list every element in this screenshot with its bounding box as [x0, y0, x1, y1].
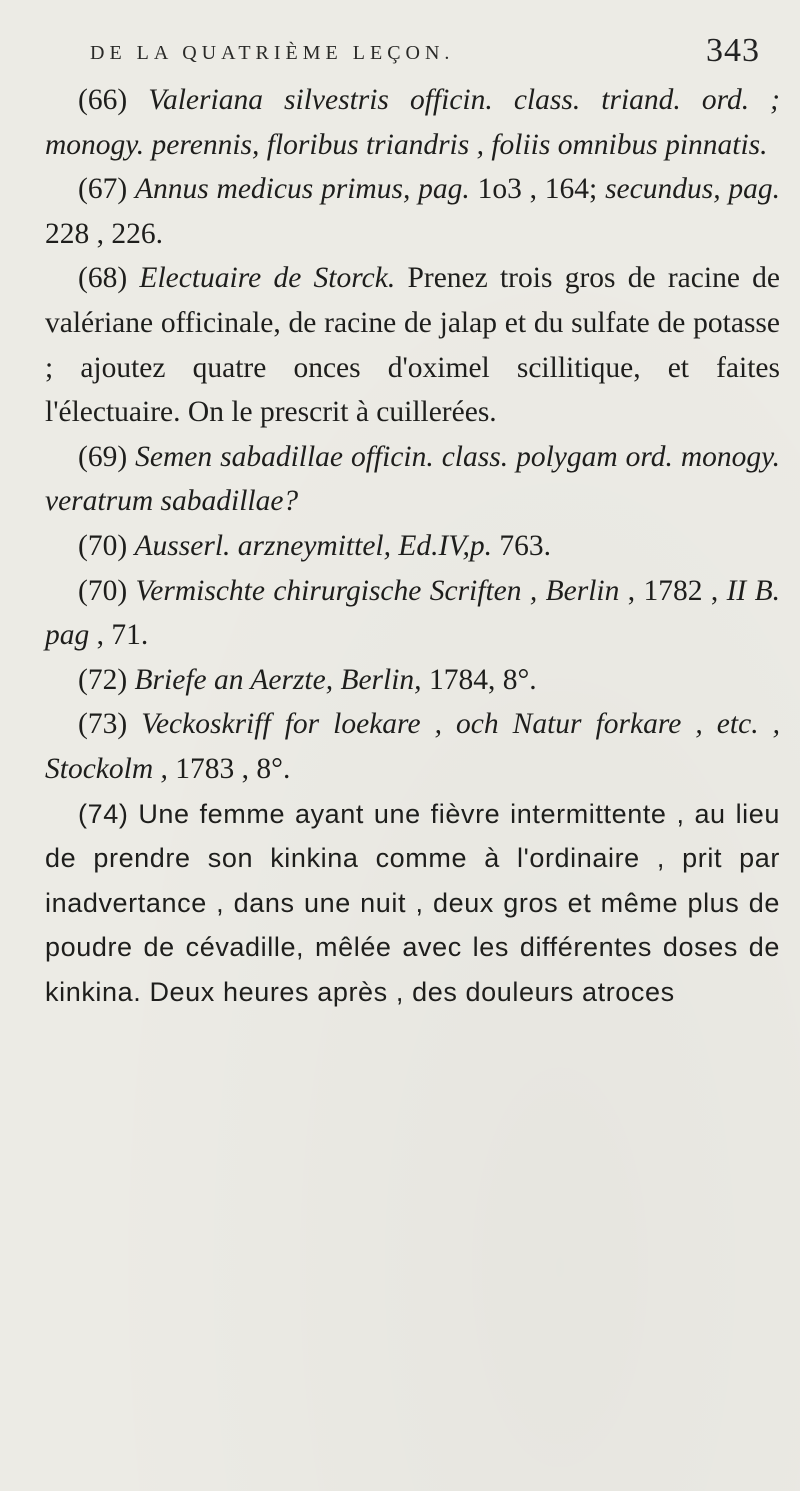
- note-67: [45, 167, 780, 256]
- note-text: Une femme ayant une fièvre intermittente , au lieu de prendre son kinkina comme à l'ordinaire , prit par inadvertance , dans une nuit , deux gros et même plus de poudre de cévadille, mêlée avec les différentes doses de kinkina. Deux heures après , des douleurs atroces: [45, 798, 780, 1007]
- page-body: [45, 78, 780, 1014]
- note-text-italic: secundus, pag.: [605, 173, 781, 206]
- running-head: DE LA QUATRIÈME LEÇON.: [90, 42, 455, 64]
- note-text: 763.: [499, 529, 552, 562]
- note-74: [45, 792, 780, 1015]
- note-number: (74): [78, 798, 129, 829]
- note-66: [45, 78, 780, 167]
- note-text: , 71.: [96, 619, 149, 652]
- note-number: (69): [78, 440, 128, 473]
- note-70b: [45, 569, 780, 658]
- note-69: [45, 435, 780, 524]
- note-text-italic: Ausserl. arzneymittel, Ed.IV,p.: [134, 529, 493, 562]
- note-72: [45, 658, 780, 703]
- page-header: [90, 30, 760, 74]
- note-number: (72): [78, 663, 128, 696]
- page-number: 343: [706, 32, 760, 69]
- note-text-italic: Semen sabadillae officin. class. polygam ord. monogy. veratrum sabadillae?: [45, 440, 781, 518]
- note-number: (67): [78, 173, 128, 206]
- note-number: (66): [78, 84, 128, 116]
- note-text: 1o3 , 164;: [477, 173, 598, 206]
- note-70a: [45, 524, 780, 569]
- note-text-italic: Electuaire de Storck.: [139, 262, 396, 295]
- note-text: 1784, 8°.: [428, 663, 537, 696]
- note-text-italic: Valeriana silvestris officin. class. triand. ord. ; monogy. perennis, floribus triandris , foliis omnibus pinnatis.: [45, 84, 780, 161]
- note-text-italic: Briefe an Aerzte, Berlin,: [134, 663, 422, 696]
- note-number: (70): [78, 529, 128, 562]
- note-text-italic: Vermischte chirurgische Scriften , Berlin: [135, 574, 620, 607]
- note-68: [45, 256, 780, 434]
- note-number: (70): [78, 574, 128, 607]
- note-text-italic: II B. pag: [45, 574, 781, 652]
- note-text: 228 , 226.: [45, 217, 163, 250]
- note-text-italic: Veckoskriff for loekare , och Natur forkare , etc. , Stockolm ,: [45, 708, 780, 785]
- note-text: Prenez trois gros de racine de valériane officinale, de racine de jalap et du sulfate de potasse ; ajoutez quatre onces d'oximel scillitique, et faites l'électuaire. On le prescrit à cuillerées.: [45, 262, 781, 429]
- note-number: (68): [78, 262, 128, 295]
- note-text-italic: Annus medicus primus, pag.: [134, 173, 470, 206]
- note-text: , 1782 ,: [627, 574, 719, 607]
- note-73: [45, 702, 780, 791]
- note-number: (73): [78, 708, 128, 741]
- note-text: 1783 , 8°.: [175, 752, 291, 785]
